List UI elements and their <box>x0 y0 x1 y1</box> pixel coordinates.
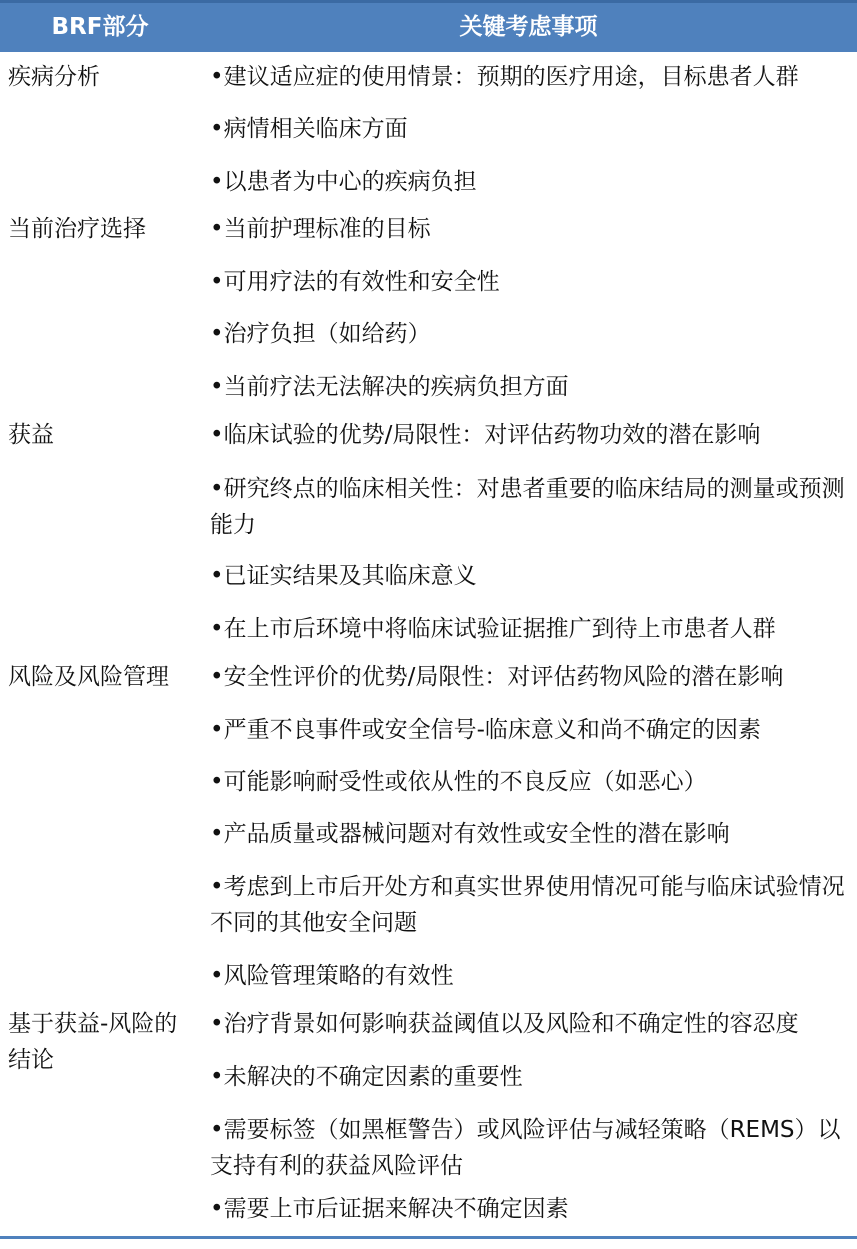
section-label-risk-management: 风险及风险管理 <box>8 664 169 690</box>
section-label-disease-analysis: 疾病分析 <box>8 64 100 90</box>
list-item: •需要上市后证据来解决不确定因素 <box>210 1196 569 1222</box>
table-header <box>0 0 857 52</box>
list-item: •安全性评价的优势/局限性：对评估药物风险的潜在影响 <box>210 664 784 690</box>
list-item: •治疗负担（如给药） <box>210 321 431 347</box>
list-item: •需要标签（如黑框警告）或风险评估与减轻策略（REMS）以支持有利的获益风险评估 <box>210 1117 841 1179</box>
list-item: •可能影响耐受性或依从性的不良反应（如恶心） <box>210 769 707 795</box>
list-item: •临床试验的优势/局限性：对评估药物功效的潜在影响 <box>210 422 761 448</box>
list-item: •以患者为中心的疾病负担 <box>210 169 477 195</box>
header-col-brf-section: BRF部分 <box>51 14 149 40</box>
list-item: •当前护理标准的目标 <box>210 216 431 242</box>
list-item: •已证实结果及其临床意义 <box>210 563 477 589</box>
list-item: •治疗背景如何影响获益阈值以及风险和不确定性的容忍度 <box>210 1011 799 1037</box>
list-item: •风险管理策略的有效性 <box>210 963 454 989</box>
section-label-benefit: 获益 <box>8 422 54 448</box>
list-item: •建议适应症的使用情景：预期的医疗用途，目标患者人群 <box>210 64 799 90</box>
bottom-rule <box>0 1236 857 1239</box>
list-item: •研究终点的临床相关性：对患者重要的临床结局的测量或预测能力 <box>210 476 845 538</box>
list-item: •严重不良事件或安全信号-临床意义和尚不确定的因素 <box>210 717 761 743</box>
list-item: •在上市后环境中将临床试验证据推广到待上市患者人群 <box>210 616 776 642</box>
list-item: •未解决的不确定因素的重要性 <box>210 1064 523 1090</box>
list-item: •当前疗法无法解决的疾病负担方面 <box>210 374 569 400</box>
list-item: •产品质量或器械问题对有效性或安全性的潜在影响 <box>210 821 730 847</box>
list-item: •可用疗法的有效性和安全性 <box>210 269 500 295</box>
section-label-conclusion: 基于获益-风险的结论 <box>8 1011 178 1073</box>
list-item: •考虑到上市后开处方和真实世界使用情况可能与临床试验情况不同的其他安全问题 <box>210 874 845 936</box>
section-label-current-treatment: 当前治疗选择 <box>8 216 146 242</box>
list-item: •病情相关临床方面 <box>210 116 408 142</box>
header-col-key-considerations: 关键考虑事项 <box>459 14 598 40</box>
